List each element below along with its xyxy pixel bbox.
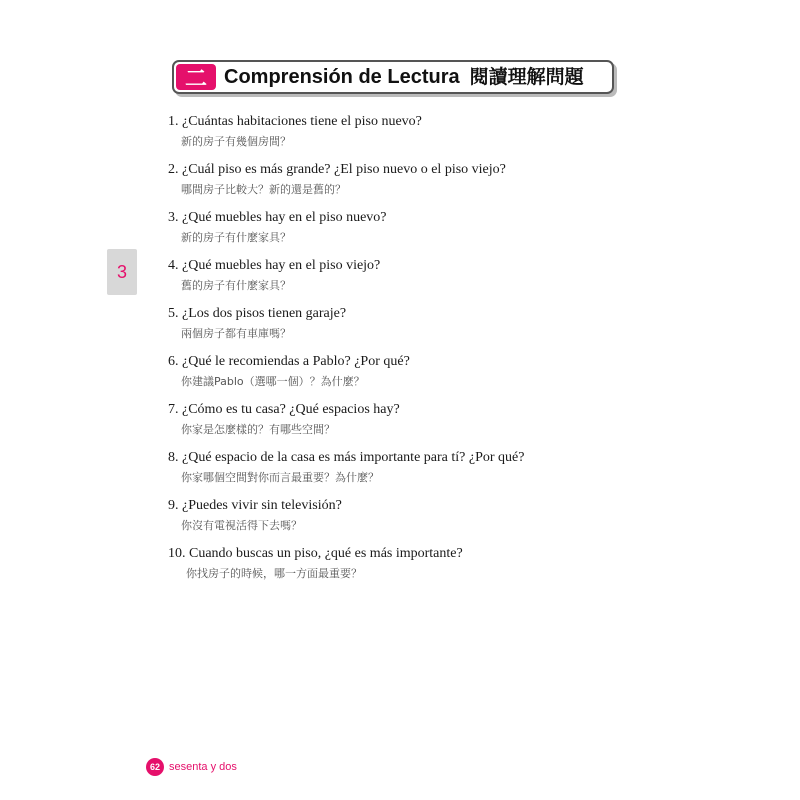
section-title-es: Comprensión de Lectura (224, 66, 460, 88)
question-item (168, 256, 688, 304)
section-title (224, 64, 584, 90)
page-number-words: sesenta y dos (169, 761, 237, 773)
question-chinese: 你家哪個空間對你而言最重要？為什麼？ (181, 471, 379, 484)
question-item (168, 160, 688, 208)
question-chinese: 兩個房子都有車庫嗎？ (181, 327, 291, 340)
question-item (168, 400, 688, 448)
section-number-badge: 二 (176, 64, 216, 90)
question-chinese: 你找房子的時候，哪一方面最重要？ (186, 567, 362, 580)
question-item (168, 352, 688, 400)
question-chinese: 你建議Pablo（選哪一個）？為什麼？ (181, 375, 365, 388)
section-header (172, 60, 614, 94)
question-chinese: 你家是怎麼樣的？有哪些空間？ (181, 423, 335, 436)
question-list (168, 112, 688, 592)
question-item (168, 304, 688, 352)
question-spanish: 5. ¿Los dos pisos tienen garaje? (168, 306, 347, 321)
question-item (168, 496, 688, 544)
question-spanish: 4. ¿Qué muebles hay en el piso viejo? (168, 258, 381, 273)
question-chinese: 新的房子有什麼家具？ (181, 231, 291, 244)
page-number-badge: 62 (146, 758, 164, 776)
chapter-tab: 3 (107, 249, 137, 295)
question-chinese: 新的房子有幾個房間？ (181, 135, 291, 148)
question-chinese: 哪間房子比較大？新的還是舊的？ (181, 183, 346, 196)
question-spanish: 8. ¿Qué espacio de la casa es más importante para tí? ¿Por qué? (168, 450, 525, 465)
question-spanish: 7. ¿Cómo es tu casa? ¿Qué espacios hay? (168, 402, 400, 417)
question-spanish: 10. Cuando buscas un piso, ¿qué es más importante? (168, 546, 463, 561)
question-spanish: 3. ¿Qué muebles hay en el piso nuevo? (168, 210, 387, 225)
section-title-zh: 閱讀理解問題 (469, 66, 584, 88)
question-chinese: 你沒有電視活得下去嗎？ (181, 519, 302, 532)
question-spanish: 6. ¿Qué le recomiendas a Pablo? ¿Por qué? (168, 354, 410, 369)
page-footer (146, 757, 237, 777)
question-spanish: 1. ¿Cuántas habitaciones tiene el piso nuevo? (168, 114, 422, 129)
question-spanish: 2. ¿Cuál piso es más grande? ¿El piso nuevo o el piso viejo? (168, 162, 506, 177)
question-item (168, 544, 688, 592)
question-spanish: 9. ¿Puedes vivir sin televisión? (168, 498, 342, 513)
question-item (168, 208, 688, 256)
question-item (168, 448, 688, 496)
question-item (168, 112, 688, 160)
question-chinese: 舊的房子有什麼家具？ (181, 279, 291, 292)
